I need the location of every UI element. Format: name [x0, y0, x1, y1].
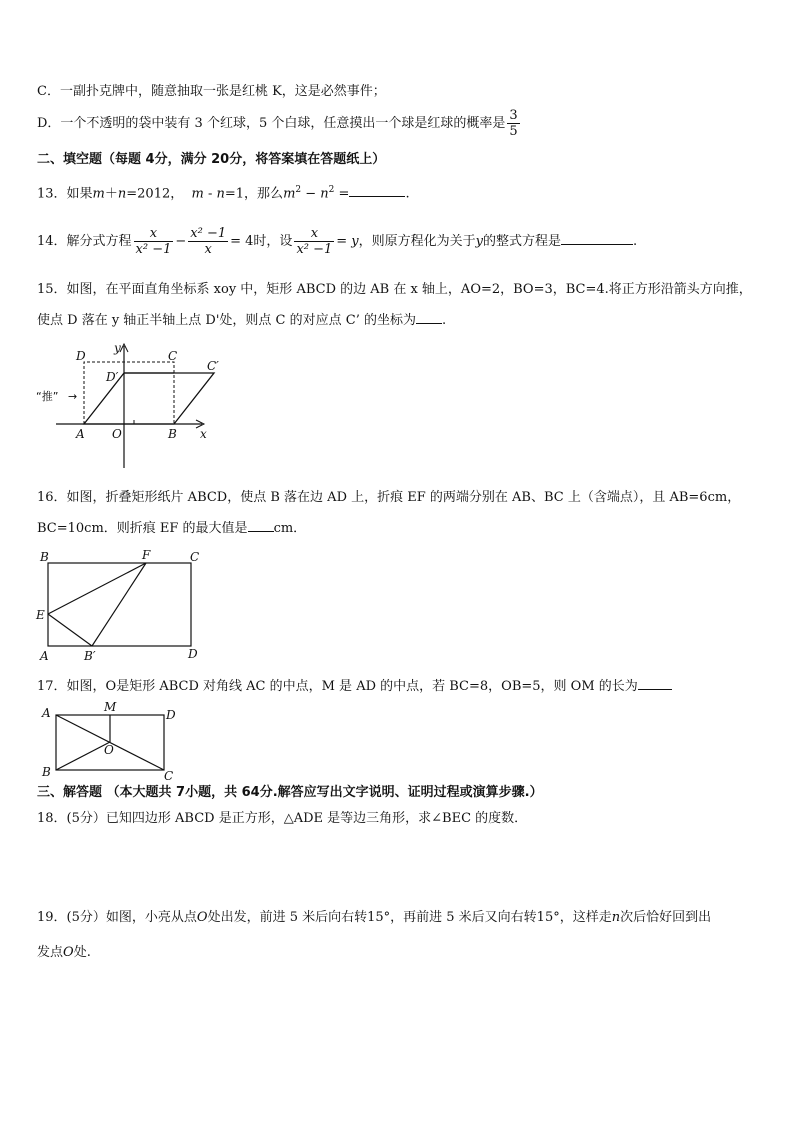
answer-blank-13[interactable]	[349, 184, 405, 197]
label-A: A	[76, 427, 85, 441]
parallelogram-abc-d	[84, 373, 214, 424]
answer-blank-17[interactable]	[638, 677, 672, 690]
question-16-line-2: BC=10cm．则折痕 EF 的最大值是 cm．	[37, 521, 307, 536]
crease-ef	[48, 563, 146, 614]
label-B: B	[42, 765, 51, 779]
question-14: 14．解分式方程 $\frac{x}{\text{x² −1}}$ − $\frac{\text{x² −1}}{x}$ = 4时，设 $\frac{x}{\text{x² −1}}$ = y，则原方程化为关于y的整式方程是 .	[37, 226, 638, 257]
label-A: A	[42, 706, 51, 720]
label-C-prime: C′	[207, 359, 219, 373]
rectangle-abcd	[84, 362, 174, 424]
label-F: F	[142, 548, 151, 562]
label-D: D	[166, 708, 176, 722]
figure-15	[30, 340, 230, 472]
label-A: A	[40, 649, 49, 663]
label-B: B	[168, 427, 177, 441]
question-16-line-1: 16．如图，折叠矩形纸片 ABCD，使点 B 落在边 AD 上，折痕 EF 的两端分别在 AB、BC 上（含端点），且 AB=6cm，	[37, 490, 741, 505]
label-D: D	[188, 647, 198, 661]
answer-blank-15[interactable]	[416, 311, 442, 324]
label-y: y	[114, 341, 121, 355]
option-d	[37, 108, 522, 139]
question-19-line-2: 发点O处.	[37, 945, 91, 960]
section-3-heading: 三、解答题 （本大题共 7小题，共 64分.解答应写出文字说明、证明过程或演算步骤.）	[37, 785, 543, 800]
segment-eb-prime	[48, 614, 92, 646]
option-d-text: D．一个不透明的袋中装有 3 个红球，5 个白球，任意摸出一个球是红球的概率是	[37, 116, 506, 131]
segment-ob	[56, 742, 110, 770]
label-x: x	[200, 427, 207, 441]
push-arrow-icon: →	[68, 390, 78, 403]
figure-16	[34, 548, 204, 664]
label-B-prime: B′	[84, 649, 96, 663]
question-15-line-1: 15．如图，在平面直角坐标系 xoy 中，矩形 ABCD 的边 AB 在 x 轴上，AO=2，BO=3，BC=4.将正方形沿箭头方向推，	[37, 282, 752, 297]
label-D-prime: D′	[106, 370, 119, 384]
label-E: E	[36, 608, 45, 622]
label-push: “推”	[36, 390, 59, 403]
figure-17	[38, 700, 184, 782]
label-B: B	[40, 550, 49, 564]
answer-blank-16[interactable]	[248, 519, 274, 532]
answer-blank-14[interactable]	[561, 232, 633, 245]
question-17: 17．如图，O是矩形 ABCD 对角线 AC 的中点，M 是 AD 的中点，若 BC=8，OB=5，则 OM 的长为	[37, 677, 672, 696]
segment-fb-prime	[92, 563, 146, 646]
label-O: O	[104, 743, 114, 757]
label-C: C	[168, 349, 178, 363]
question-19-line-1: 19．(5分）如图，小亮从点O处出发，前进 5 米后向右转15°，再前进 5 米后又向右转15°，这样走n次后恰好回到出	[37, 910, 712, 925]
section-2-heading: 二、填空题（每题 4分，满分 20分，将答案填在答题纸上）	[37, 152, 386, 167]
question-18: 18．(5分）已知四边形 ABCD 是正方形，△ADE 是等边三角形，求∠BEC 的度数．	[37, 811, 528, 826]
label-C: C	[190, 550, 200, 564]
question-13: 13．如果m＋n=2012， m - n=1，那么$m^2 - n^2$ = .	[37, 185, 410, 202]
option-d-fraction: $\frac{3}{5}$	[509, 108, 518, 139]
label-D: D	[76, 349, 86, 363]
label-O: O	[112, 427, 122, 441]
label-M: M	[104, 700, 117, 714]
question-15-line-2: 使点 D 落在 y 轴正半轴上点 D'处，则点 C 的对应点 C’ 的坐标为 .	[37, 313, 447, 328]
option-c: C．一副扑克牌中，随意抽取一张是红桃 K，这是必然事件；	[37, 84, 386, 99]
label-C: C	[164, 769, 174, 783]
